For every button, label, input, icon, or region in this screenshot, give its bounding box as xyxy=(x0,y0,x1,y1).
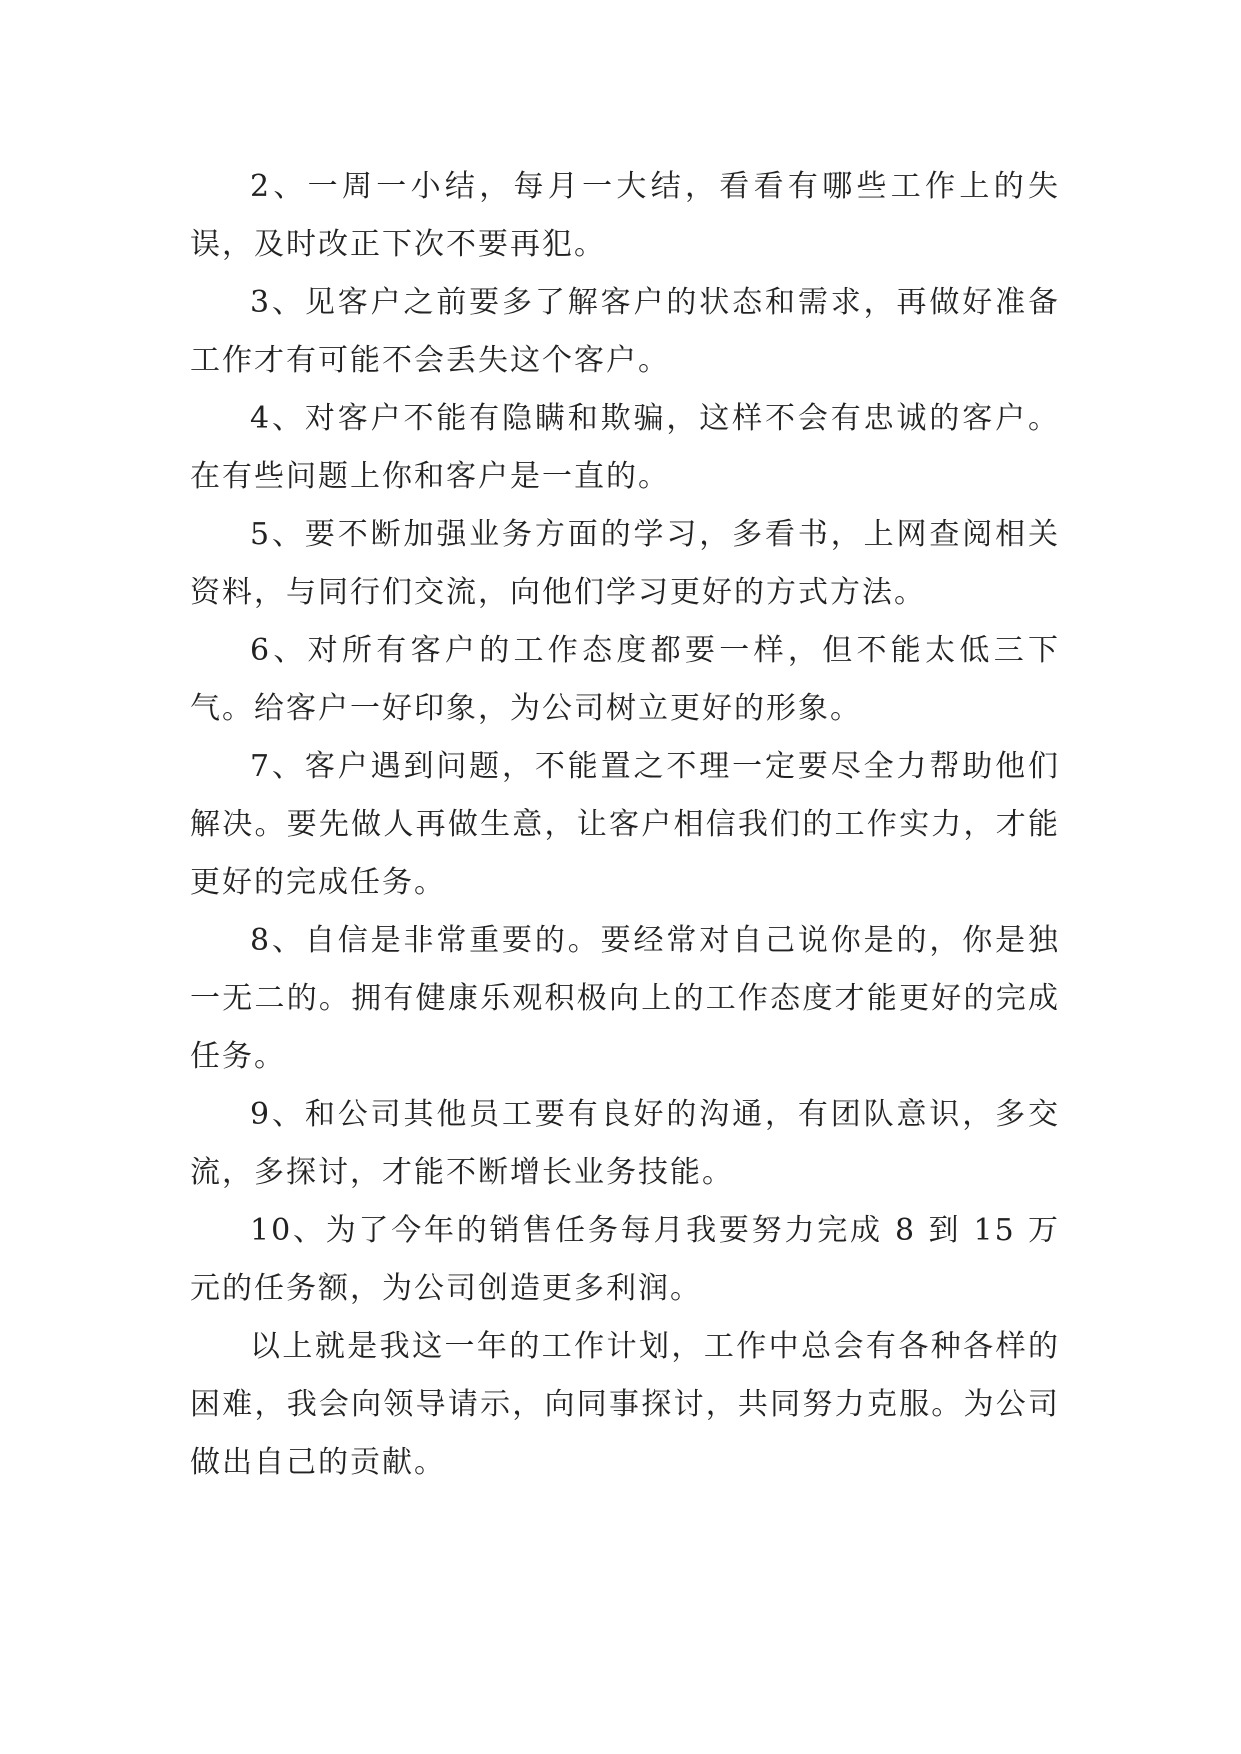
paragraph-item-9: 9、和公司其他员工要有良好的沟通，有团队意识，多交流，多探讨，才能不断增长业务技能。 xyxy=(190,1097,1060,1190)
paragraph-item-3: 3、见客户之前要多了解客户的状态和需求，再做好准备工作才有可能不会丢失这个客户。 xyxy=(190,285,1060,378)
paragraph-item-4: 4、对客户不能有隐瞒和欺骗，这样不会有忠诚的客户。在有些问题上你和客户是一直的。 xyxy=(190,401,1060,494)
paragraph-item-10: 10、为了今年的销售任务每月我要努力完成 8 到 15 万元的任务额，为公司创造更多利润。 xyxy=(190,1213,1060,1306)
paragraph-item-6: 6、对所有客户的工作态度都要一样，但不能太低三下气。给客户一好印象，为公司树立更好的形象。 xyxy=(190,633,1060,726)
paragraph-item-8: 8、自信是非常重要的。要经常对自己说你是的，你是独一无二的。拥有健康乐观积极向上的工作态度才能更好的完成任务。 xyxy=(190,923,1060,1074)
paragraph-item-7: 7、客户遇到问题，不能置之不理一定要尽全力帮助他们解决。要先做人再做生意，让客户相信我们的工作实力，才能更好的完成任务。 xyxy=(190,749,1060,900)
document-body xyxy=(190,158,1060,1492)
paragraph-item-5: 5、要不断加强业务方面的学习，多看书，上网查阅相关资料，与同行们交流，向他们学习更好的方式方法。 xyxy=(190,517,1060,610)
paragraph-item-2: 2、一周一小结，每月一大结，看看有哪些工作上的失误，及时改正下次不要再犯。 xyxy=(190,169,1060,262)
closing-paragraph: 以上就是我这一年的工作计划，工作中总会有各种各样的困难，我会向领导请示，向同事探讨，共同努力克服。为公司做出自己的贡献。 xyxy=(190,1329,1060,1480)
